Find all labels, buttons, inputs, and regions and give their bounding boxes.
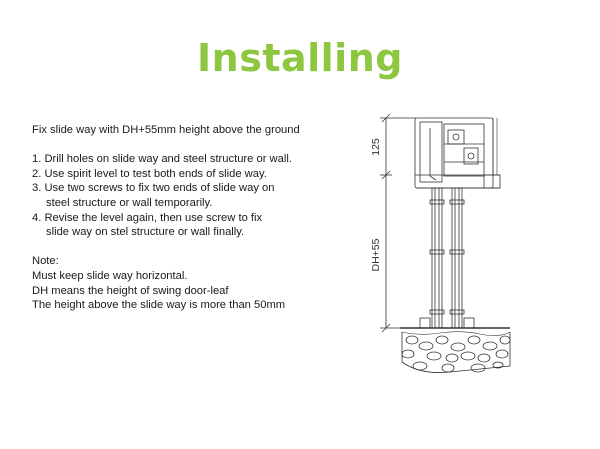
ground <box>400 328 510 373</box>
note-1: Must keep slide way horizontal. <box>32 269 188 282</box>
step-4: 4. Revise the level again, then use screw to fix <box>32 211 263 224</box>
step-2: 2. Use spirit level to test both ends of slide way. <box>32 167 267 180</box>
wall-structure <box>493 118 497 175</box>
dimension-dh55-label: DH+55 <box>370 238 382 272</box>
step-1: 1. Drill holes on slide way and steel structure or wall. <box>32 153 292 166</box>
step-3-continued: steel structure or wall temporarily. <box>46 196 213 209</box>
note-2: DH means the height of swing door-leaf <box>32 284 229 297</box>
instructions <box>32 123 362 313</box>
note-3: The height above the slide way is more than 50mm <box>32 299 286 312</box>
note-heading: Note: <box>32 255 59 268</box>
step-4-continued: slide way on stel structure or wall finally. <box>46 226 245 239</box>
page-title: Installing <box>197 36 403 80</box>
step-3: 3. Use two screws to fix two ends of slide way on <box>32 182 275 195</box>
dimension-lines <box>380 114 420 332</box>
door-leaves <box>420 188 474 328</box>
instructions-heading: Fix slide way with DH+55mm height above the ground <box>32 124 300 136</box>
installation-diagram <box>360 100 520 390</box>
slide-way-housing <box>415 118 500 188</box>
dimension-125-label: 125 <box>370 138 382 156</box>
